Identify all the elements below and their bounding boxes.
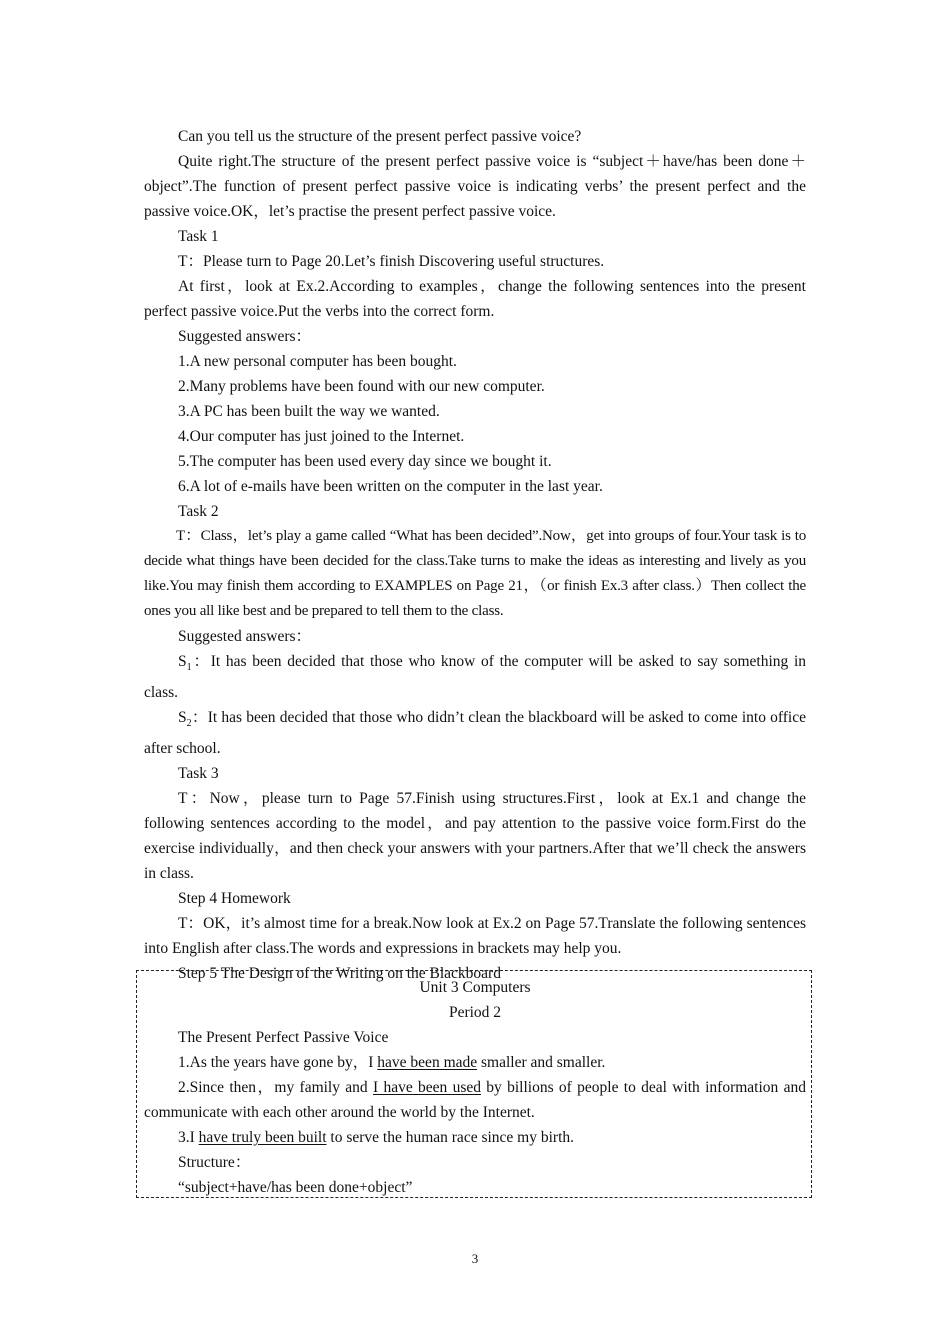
answer-item: 1.A new personal computer has been bought. bbox=[178, 353, 457, 370]
task-heading: Task 1 bbox=[178, 228, 219, 245]
board-example-1: 1.As the years have gone by，I have been made smaller and smaller. bbox=[178, 1054, 606, 1071]
blackboard-design-box bbox=[136, 970, 812, 1198]
task-heading: Task 2 bbox=[178, 503, 219, 520]
board-structure-label: Structure： bbox=[178, 1154, 251, 1171]
answer-item: 4.Our computer has just joined to the Internet. bbox=[178, 428, 465, 445]
paragraph: T：OK，it’s almost time for a break.Now look at Ex.2 on Page 57.Translate the following sentences into English after class.The words and expressions in brackets may help you. bbox=[144, 915, 806, 958]
answer-item: 6.A lot of e-mails have been written on the computer in the last year. bbox=[178, 478, 603, 495]
step-heading: Step 5 The Design of the Writing on the Blackboard bbox=[178, 965, 501, 983]
board-heading: The Present Perfect Passive Voice bbox=[178, 1029, 389, 1046]
paragraph: T：Please turn to Page 20.Let’s finish Discovering useful structures. bbox=[178, 253, 605, 270]
paragraph: Quite right.The structure of the present perfect passive voice is “subject＋have/has been done＋object”.The function of present perfect passive voice is indicating verbs’ the present perfect and the passive voice.OK，let’s practise the present perfect passive voice. bbox=[144, 153, 806, 220]
answer-item: 2.Many problems have been found with our new computer. bbox=[178, 378, 545, 395]
paragraph: Suggested answers： bbox=[178, 628, 312, 645]
lesson-text bbox=[144, 124, 806, 986]
board-period: Period 2 bbox=[448, 1004, 502, 1021]
step-heading: Step 4 Homework bbox=[178, 890, 291, 908]
paragraph: T：Class，let’s play a game called “What has been decided”.Now，get into groups of four.Your task is to decide what things have been decided for the class.Take turns to make the ideas as interesting and lively as you like.You may finish them according to EXAMPLES on Page 21，（or finish Ex.3 after class.）Then collect the ones you all like best and be prepared to tell them to the class. bbox=[144, 528, 806, 619]
paragraph: Suggested answers： bbox=[178, 328, 312, 345]
paragraph: T：Now，please turn to Page 57.Finish using structures.First，look at Ex.1 and change the following sentences according to the model，and pay attention to the passive voice form.First do the exercise individually，and then check your answers with your partners.After that we’ll check the answers in class. bbox=[144, 790, 806, 883]
board-example-2: 2.Since then，my family and I have been used by billions of people to deal with information and communicate with each other around the world by the Internet. bbox=[144, 1079, 806, 1121]
blackboard-content bbox=[144, 975, 806, 1200]
paragraph: Can you tell us the structure of the present perfect passive voice? bbox=[178, 128, 582, 145]
paragraph: At first，look at Ex.2.According to examples，change the following sentences into the present perfect passive voice.Put the verbs into the correct form. bbox=[144, 278, 806, 320]
page-number: 3 bbox=[471, 1251, 479, 1266]
answer-item: 5.The computer has been used every day since we bought it. bbox=[178, 453, 552, 470]
student-answer-1: $S_1$：It has been decided that those who know of the computer will be asked to say something in class. bbox=[144, 653, 806, 702]
student-answer-2: $S_2$：It has been decided that those who didn’t clean the blackboard will be asked to come into office after school. bbox=[144, 709, 806, 758]
board-structure: “subject+have/has been done+object” bbox=[178, 1179, 413, 1196]
board-title: Unit 3 Computers bbox=[419, 979, 531, 996]
task-heading: Task 3 bbox=[178, 765, 219, 783]
answer-item: 3.A PC has been built the way we wanted. bbox=[178, 403, 440, 420]
board-example-3: 3.I have truly been built to serve the human race since my birth. bbox=[178, 1129, 575, 1146]
